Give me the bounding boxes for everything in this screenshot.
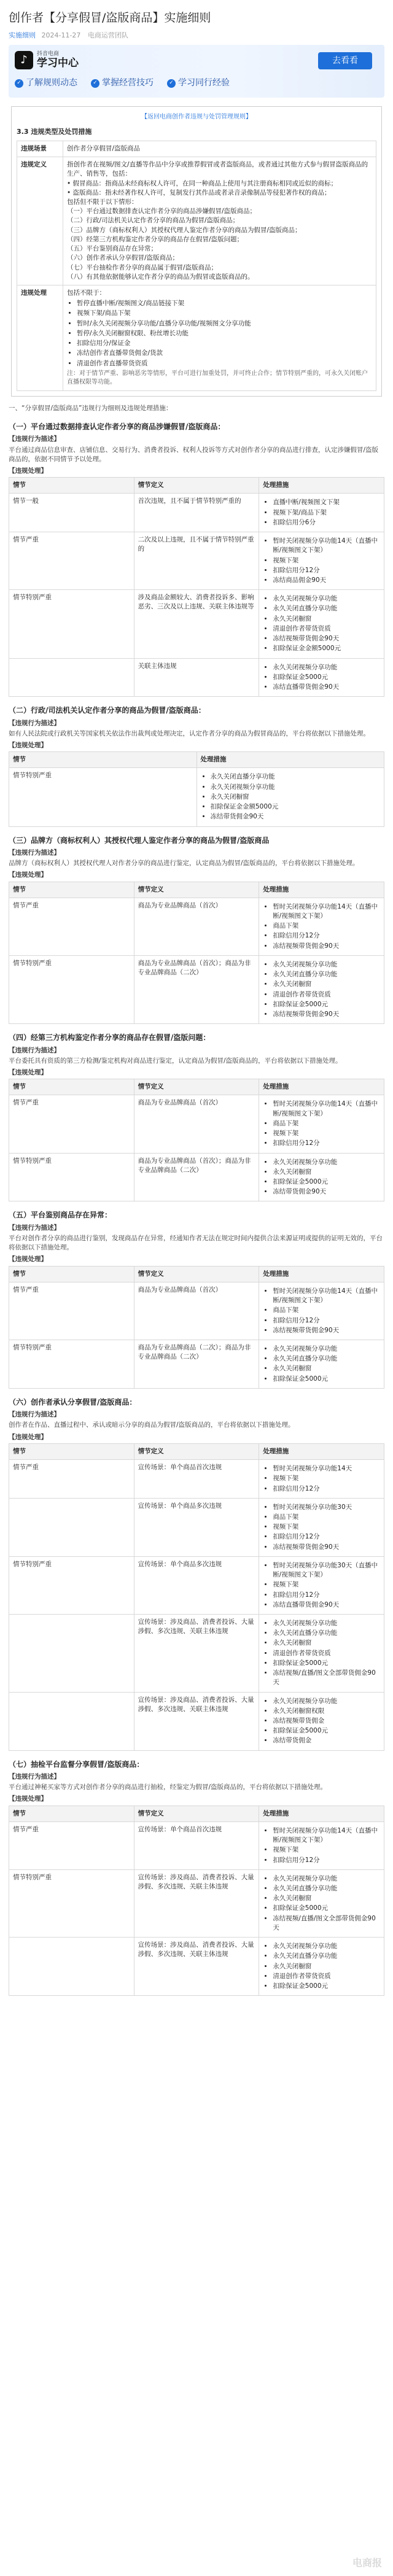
list-item: • 永久关闭直播分享功能 bbox=[273, 1629, 380, 1638]
logo-big-text: 学习中心 bbox=[37, 57, 79, 70]
definition-cell: 宣传场景：涉及商品、消费者投诉、大量涉假、多次违规、关联主体违规 bbox=[134, 1869, 259, 1937]
column-header: 情节定义 bbox=[134, 1443, 259, 1459]
list-item: • 视频下架/商品下架 bbox=[273, 508, 380, 518]
column-header: 情节 bbox=[9, 1079, 134, 1095]
penalty-table bbox=[9, 751, 384, 826]
measures-list bbox=[263, 1100, 380, 1148]
column-header: 情节定义 bbox=[134, 1266, 259, 1282]
measures-cell bbox=[259, 1282, 384, 1340]
row-label: 违规场景 bbox=[17, 141, 63, 157]
list-item: • 扣除保证金5000元 bbox=[273, 1375, 380, 1384]
list-item: • 永久关闭橱窗 bbox=[211, 793, 381, 802]
section-description: 创作者在作品、直播过程中、承认或暗示分享的商品为假冒/盗版商品的，平台将依据以下措施处理。 bbox=[9, 1421, 295, 1429]
list-item: • 扣除保证金5000元 bbox=[273, 1726, 380, 1736]
table-row bbox=[9, 590, 384, 658]
severity-cell bbox=[9, 1938, 134, 1996]
section-title: （一）平台通过数据排查认定作者分享的商品涉嫌假冒/盗版商品： bbox=[9, 422, 225, 431]
definition-cell: 宣传场景：涉及商品、消费者投诉、大量涉假、多次违规、关联主体违规 bbox=[134, 1692, 259, 1750]
logo-small-text: 抖音电商 bbox=[37, 51, 60, 58]
penalty-table bbox=[9, 1806, 384, 1996]
measures-cell bbox=[259, 494, 384, 532]
list-item: • 视频下架/商品下架 bbox=[77, 309, 372, 318]
measures-list bbox=[263, 594, 380, 653]
list-item: • 暂时关闭视频分享功能14天（直播中断/视频图文下架） bbox=[273, 1826, 380, 1845]
row-label: 违规处理 bbox=[17, 285, 63, 390]
list-item: • 永久关闭橱窗 bbox=[273, 1894, 380, 1903]
list-item: • 清退创作者带货资质 bbox=[273, 990, 380, 999]
column-header: 情节定义 bbox=[134, 1806, 259, 1821]
list-item: • 视频下架 bbox=[273, 1474, 380, 1483]
column-header: 处理措施 bbox=[259, 1806, 384, 1821]
penalty-table bbox=[9, 1079, 384, 1201]
table-row bbox=[9, 1498, 384, 1556]
list-item: • 商品下架 bbox=[273, 921, 380, 931]
table-header-row bbox=[9, 1443, 384, 1459]
table-row bbox=[9, 1821, 384, 1869]
severity-cell bbox=[9, 1692, 134, 1750]
section-subtitle: 【违规处理】 bbox=[9, 1255, 47, 1263]
severity-cell: 情节特别严重 bbox=[9, 1340, 134, 1389]
measures-list bbox=[263, 960, 380, 1019]
measures-list bbox=[263, 1697, 380, 1746]
definition-cell: 商品为专业品牌商品（首次）；商品为非专业品牌商品（二次） bbox=[134, 1153, 259, 1201]
definition-cell bbox=[63, 157, 376, 285]
list-item: • 永久关闭橱窗 bbox=[273, 1639, 380, 1648]
list-item: • 暂时关闭视频分享功能30天 bbox=[273, 1503, 380, 1512]
table-header-row bbox=[9, 478, 384, 494]
list-item: • 视频下架 bbox=[273, 1523, 380, 1532]
definition-cell: 商品为专业品牌商品（首次） bbox=[134, 898, 259, 955]
list-item: • 永久关闭视频分享功能 bbox=[273, 1874, 380, 1884]
list-item: • 商品下架 bbox=[273, 1306, 380, 1315]
section-description: 平台委托具有资质的第三方检测/鉴定机构对商品进行鉴定，认定商品为假冒/盗版商品的，平台将依据以下措施处理。 bbox=[9, 1057, 342, 1065]
section-title: （二）行政/司法机关认定作者分享的商品为假冒/盗版商品： bbox=[9, 706, 206, 715]
measures-list bbox=[263, 1942, 380, 1991]
list-item: • 视频下架 bbox=[273, 1845, 380, 1855]
measures-list bbox=[263, 1344, 380, 1384]
measures-cell bbox=[259, 1869, 384, 1937]
measures-cell bbox=[259, 898, 384, 955]
definition-line: 包括但不限于以下情形： bbox=[67, 198, 138, 206]
list-item: • 商品下架 bbox=[273, 1513, 380, 1522]
measures-list bbox=[263, 537, 380, 585]
measures-list bbox=[263, 902, 380, 951]
list-item: • 永久关闭直播分享功能 bbox=[273, 1884, 380, 1893]
section-subtitle: 【违规处理】 bbox=[9, 1069, 47, 1077]
list-item: • 扣除信用分12分 bbox=[273, 1591, 380, 1600]
measures-list bbox=[263, 1503, 380, 1552]
section-subtitle: 【违规处理】 bbox=[9, 871, 47, 879]
measures-list bbox=[263, 1287, 380, 1335]
section-subtitle: 【违规行为描述】 bbox=[9, 1046, 60, 1054]
severity-cell: 情节特别严重 bbox=[9, 1153, 134, 1201]
table-row bbox=[9, 1095, 384, 1153]
table-header-row bbox=[9, 1806, 384, 1821]
violation-sections bbox=[9, 422, 384, 1996]
category-tag[interactable]: 实施细则 bbox=[9, 31, 36, 39]
table-row bbox=[9, 1692, 384, 1750]
list-item: • 暂时关闭视频分享功能14天（直播中断/视频图文下架） bbox=[273, 537, 380, 555]
handling-note: 注：对于情节严重、影响恶劣等情形，平台可进行加重处罚，并可终止合作；情节特别严重的，可永久关闭账户直播权限等功能。 bbox=[67, 370, 368, 386]
measures-cell bbox=[259, 955, 384, 1023]
definition-line: （二）行政/司法机关认定作者分享的商品为假冒/盗版商品； bbox=[67, 217, 239, 225]
check-icon: ✓ bbox=[167, 79, 176, 88]
list-item: • 冻结视频带货佣金 bbox=[273, 1717, 380, 1726]
list-item: • 视频下架 bbox=[273, 1129, 380, 1138]
severity-cell bbox=[9, 1498, 134, 1556]
severity-cell: 情节严重 bbox=[9, 1821, 134, 1869]
column-header: 处理措施 bbox=[259, 1079, 384, 1095]
rule-document bbox=[11, 106, 382, 396]
list-item: • 清退创作者直播带货资质 bbox=[77, 359, 372, 368]
column-header: 处理措施 bbox=[259, 1443, 384, 1459]
section-subtitle: 【违规行为描述】 bbox=[9, 435, 60, 443]
measures-list bbox=[263, 1561, 380, 1610]
list-item: • 永久关闭橱窗 bbox=[273, 1962, 380, 1971]
list-item: • 暂时关闭视频分享功能14天（直播中断/视频图文下架） bbox=[273, 902, 380, 921]
list-item: • 冻结视频带货佣金90天 bbox=[273, 1543, 380, 1552]
list-item: • 暂时关闭视频分享功能14天（直播中断/视频图文下架） bbox=[273, 1100, 380, 1118]
publish-date: 2024-11-27 bbox=[41, 31, 81, 39]
measures-cell bbox=[259, 1821, 384, 1869]
list-item: • 暂停直播中断/视频图文/商品链接下架 bbox=[77, 299, 372, 308]
column-header: 情节定义 bbox=[134, 1079, 259, 1095]
severity-cell bbox=[9, 1614, 134, 1692]
section-description: 平台通过神秘买家等方式对创作者分享的商品进行抽检，经鉴定为假冒/盗版商品的，平台将依据以下措施处理。 bbox=[9, 1783, 327, 1791]
list-item: • 直播中断/视频图文下架 bbox=[273, 498, 380, 507]
column-header: 情节 bbox=[9, 1266, 134, 1282]
table-row bbox=[9, 768, 384, 826]
section-title: （四）经第三方机构鉴定作者分享的商品存在假冒/盗版问题： bbox=[9, 1033, 211, 1042]
table-header-row bbox=[9, 1079, 384, 1095]
column-header: 处理措施 bbox=[259, 882, 384, 898]
banner-point: 学习同行经验 bbox=[178, 78, 230, 88]
measures-list bbox=[263, 1619, 380, 1688]
definition-line: 指创作者在视频/图文/直播等作品中分享或推荐假冒或者盗版商品，或者通过其他方式参与假冒盗版商品的生产、销售等，包括： bbox=[67, 161, 368, 178]
list-item: • 扣除保证金5000元 bbox=[273, 1177, 380, 1187]
list-item: • 永久关闭直播分享功能 bbox=[273, 1354, 380, 1364]
definition-cell: 二次及以上违规，且不属于情节特别严重的 bbox=[134, 532, 259, 590]
definition-cell: 宣传场景：单个商品首次违规 bbox=[134, 1460, 259, 1499]
definition-cell: 宣传场景：涉及商品、消费者投诉、大量涉假、多次违规、关联主体违规 bbox=[134, 1938, 259, 1996]
table-row bbox=[9, 658, 384, 697]
table-row bbox=[9, 494, 384, 532]
severity-cell: 情节特别严重 bbox=[9, 590, 134, 658]
list-item: • 永久关闭视频分享功能 bbox=[273, 1158, 380, 1167]
definition-cell: 宣传场景：单个商品多次违规 bbox=[134, 1498, 259, 1556]
severity-cell: 情节特别严重 bbox=[9, 768, 197, 826]
return-rule-link[interactable]: 【返回电商创作者违规与处罚管理规则】 bbox=[141, 114, 252, 121]
column-header: 情节 bbox=[9, 1443, 134, 1459]
table-row bbox=[9, 1153, 384, 1201]
definition-line: • 盗版商品：指未经著作权人许可，复制发行其作品或者录音录像制品等侵犯著作权的商品； bbox=[67, 188, 331, 196]
table-row bbox=[9, 1614, 384, 1692]
measures-list bbox=[263, 1464, 380, 1494]
list-item: • 视频下架 bbox=[273, 556, 380, 565]
rules-intro: 一、“分享假冒/盗版商品”违规行为细则及违规处理措施： bbox=[9, 404, 173, 412]
table-header-row bbox=[9, 882, 384, 898]
check-icon: ✓ bbox=[15, 79, 23, 88]
column-header: 处理措施 bbox=[196, 752, 384, 768]
measures-list bbox=[263, 1826, 380, 1865]
severity-cell: 情节一般 bbox=[9, 494, 134, 532]
severity-cell: 情节严重 bbox=[9, 1095, 134, 1153]
measures-cell bbox=[259, 1614, 384, 1692]
list-item: • 暂停/永久关闭橱窗权限、粉丝增长功能 bbox=[77, 329, 372, 338]
list-item: • 冻结视频带货佣金90天 bbox=[273, 1010, 380, 1019]
list-item: • 暂时关闭视频分享功能30天（直播中断/视频图文下架） bbox=[273, 1561, 380, 1580]
page-title: 创作者【分享假冒/盗版商品】实施细则 bbox=[9, 11, 211, 25]
tiktok-logo-icon: ♪ bbox=[15, 51, 33, 69]
measures-cell bbox=[259, 658, 384, 697]
list-item: • 冻结带货佣金 bbox=[273, 1736, 380, 1745]
column-header: 情节 bbox=[9, 1806, 134, 1821]
list-item: • 永久关闭直播分享功能 bbox=[211, 772, 381, 782]
banner-point: 了解规则动态 bbox=[26, 78, 77, 88]
watermark: 电商报 bbox=[352, 2556, 382, 2569]
table-row bbox=[9, 532, 384, 590]
definition-line: （一）平台通过数据排查认定作者分享的商品涉嫌假冒/盗版商品； bbox=[67, 208, 257, 215]
banner-point: 掌握经营技巧 bbox=[102, 78, 154, 88]
list-item: • 冻结视频带货佣金90天 bbox=[273, 1326, 380, 1335]
definition-line: • 假冒商品：指商品未经商标权人许可，在同一种商品上使用与其注册商标相同或近似的商标； bbox=[67, 179, 338, 187]
table-row bbox=[9, 1282, 384, 1340]
definition-cell: 宣传场景：涉及商品、消费者投诉、大量涉假、多次违规、关联主体违规 bbox=[134, 1614, 259, 1692]
measures-list bbox=[263, 1158, 380, 1197]
measures-cell bbox=[259, 1460, 384, 1499]
section-subtitle: 【违规处理】 bbox=[9, 1433, 47, 1441]
column-header: 情节定义 bbox=[134, 882, 259, 898]
list-item: • 暂时/永久关闭视频分享功能/直播分享功能/视频图文分享功能 bbox=[77, 319, 372, 328]
severity-cell: 情节严重 bbox=[9, 1282, 134, 1340]
section-subtitle: 【违规行为描述】 bbox=[9, 1773, 60, 1780]
section-subtitle: 【违规行为描述】 bbox=[9, 1411, 60, 1419]
list-item: • 扣除信用分12分 bbox=[273, 931, 380, 941]
list-item: • 扣除保证金金额5000元 bbox=[211, 802, 381, 812]
section-subtitle: 【违规处理】 bbox=[9, 741, 47, 749]
section-subtitle: 【违规行为描述】 bbox=[9, 719, 60, 727]
definition-cell: 商品为专业品牌商品（首次）；商品为非专业品牌商品（二次） bbox=[134, 955, 259, 1023]
measures-cell bbox=[259, 1938, 384, 1996]
list-item: • 扣除保证金金额5000元 bbox=[273, 644, 380, 653]
section-subtitle: 【违规处理】 bbox=[9, 1795, 47, 1803]
section-title: （三）品牌方（商标权利人）其授权代理人鉴定作者分享的商品为假冒/盗版商品 bbox=[9, 836, 270, 845]
list-item: • 冻结直播带货佣金90天 bbox=[273, 1600, 380, 1610]
measures-cell bbox=[259, 1095, 384, 1153]
definition-cell: 商品为专业品牌商品（首次） bbox=[134, 1095, 259, 1153]
severity-cell: 情节特别严重 bbox=[9, 1869, 134, 1937]
list-item: • 冻结视频/直播/图文全部带货佣金90天 bbox=[273, 1669, 380, 1687]
list-item: • 永久关闭橱窗 bbox=[273, 1168, 380, 1177]
list-item: • 永久关闭直播分享功能 bbox=[273, 604, 380, 613]
severity-cell: 情节特别严重 bbox=[9, 955, 134, 1023]
rule-definition-table bbox=[17, 141, 376, 391]
list-item: • 冻结商品佣金90天 bbox=[273, 576, 380, 585]
list-item: • 扣除信用分12分 bbox=[273, 1316, 380, 1325]
list-item: • 永久关闭橱窗 bbox=[273, 1364, 380, 1373]
table-row bbox=[9, 898, 384, 955]
list-item: • 扣除保证金5000元 bbox=[273, 1659, 380, 1668]
table-header-row bbox=[9, 1266, 384, 1282]
measures-cell bbox=[259, 1556, 384, 1614]
handling-cell bbox=[63, 285, 376, 390]
table-row bbox=[9, 1556, 384, 1614]
measures-cell bbox=[259, 1692, 384, 1750]
definition-cell: 宣传场景：单个商品多次违规 bbox=[134, 1556, 259, 1614]
list-item: • 扣除信用分6分 bbox=[273, 518, 380, 527]
author: 电商运营团队 bbox=[87, 31, 128, 39]
list-item: • 永久关闭视频分享功能 bbox=[273, 594, 380, 603]
section-description: 平台对创作者分享的商品进行鉴别，发现商品存在异常，经通知作者无法在规定时间内提供合法来源证明或提供的证明无效的，平台将依据以下措施处理。 bbox=[9, 1235, 383, 1252]
measures-list bbox=[263, 1874, 380, 1933]
measures-list bbox=[263, 498, 380, 527]
table-row bbox=[17, 141, 376, 157]
go-see-button[interactable]: 去看看 bbox=[318, 52, 372, 69]
list-item: • 扣除信用分12分 bbox=[273, 1139, 380, 1148]
list-item: • 永久关闭橱窗权限 bbox=[273, 1707, 380, 1716]
section-heading: 3.3 违规类型及处罚措施 bbox=[17, 127, 92, 136]
definition-line: （四）经第三方机构鉴定作者分享的商品存在假冒/盗版问题； bbox=[67, 235, 244, 243]
list-item: • 冻结视频/直播/图文全部带货佣金90天 bbox=[273, 1914, 380, 1933]
measures-list bbox=[201, 772, 381, 821]
severity-cell: 情节严重 bbox=[9, 898, 134, 955]
section-subtitle: 【违规行为描述】 bbox=[9, 1224, 60, 1232]
list-item: • 清退创作者带货资质 bbox=[273, 624, 380, 634]
section-subtitle: 【违规处理】 bbox=[9, 467, 47, 475]
list-item: • 清退创作者带货资质 bbox=[273, 1972, 380, 1981]
definition-cell: 首次违规，且不属于情节特别严重的 bbox=[134, 494, 259, 532]
table-row bbox=[17, 157, 376, 285]
table-row bbox=[9, 955, 384, 1023]
table-row bbox=[9, 1340, 384, 1389]
definition-cell: 宣传场景：单个商品首次违规 bbox=[134, 1821, 259, 1869]
list-item: • 扣除保证金5000元 bbox=[273, 1904, 380, 1913]
table-header-row bbox=[9, 752, 384, 768]
measures-cell bbox=[259, 1340, 384, 1389]
row-label: 违规定义 bbox=[17, 157, 63, 285]
list-item: • 永久关闭视频分享功能 bbox=[273, 960, 380, 969]
learning-center-banner[interactable] bbox=[9, 45, 384, 98]
penalty-table bbox=[9, 477, 384, 697]
list-item: • 商品下架 bbox=[273, 1119, 380, 1128]
list-item: • 冻结带货佣金90天 bbox=[273, 1187, 380, 1197]
definition-line: （八）有其他依据能够认定作者分享的商品为假冒或盗版商品的。 bbox=[67, 273, 254, 281]
list-item: • 永久关闭视频分享功能 bbox=[273, 1942, 380, 1951]
list-item: • 永久关闭橱窗 bbox=[273, 980, 380, 989]
severity-cell: 情节特别严重 bbox=[9, 1556, 134, 1614]
measures-cell bbox=[259, 1153, 384, 1201]
list-item: • 扣除保证金5000元 bbox=[273, 1982, 380, 1991]
list-item: • 永久关闭直播分享功能 bbox=[273, 1952, 380, 1961]
table-row bbox=[9, 1869, 384, 1937]
table-row bbox=[9, 1460, 384, 1499]
penalty-table bbox=[9, 1266, 384, 1389]
column-header: 情节 bbox=[9, 882, 134, 898]
table-row bbox=[9, 1938, 384, 1996]
list-item: • 永久关闭视频分享功能 bbox=[273, 1344, 380, 1354]
column-header: 情节 bbox=[9, 752, 197, 768]
severity-cell: 情节严重 bbox=[9, 1460, 134, 1499]
measures-cell bbox=[259, 1498, 384, 1556]
definition-cell: 商品为专业品牌商品（二次）；商品为非专业品牌商品（二次） bbox=[134, 1340, 259, 1389]
section-title: （七）抽检平台监督分享假冒/盗版商品： bbox=[9, 1759, 144, 1769]
severity-cell: 情节严重 bbox=[9, 532, 134, 590]
list-item: • 暂时关闭视频分享功能14天 bbox=[273, 1464, 380, 1473]
definition-line: （五）平台鉴别商品存在异常； bbox=[67, 245, 157, 253]
list-item: • 冻结视频带货佣金90天 bbox=[273, 942, 380, 951]
list-item: • 冻结视频带货佣金90天 bbox=[273, 634, 380, 643]
section-subtitle: 【违规行为描述】 bbox=[9, 848, 60, 856]
list-item: • 永久关闭视频分享功能 bbox=[273, 663, 380, 672]
list-item: • 冻结创作者直播带货佣金/货款 bbox=[77, 349, 372, 358]
list-item: • 视频下架 bbox=[273, 1580, 380, 1589]
list-item: • 扣除信用分/保证金 bbox=[77, 339, 372, 348]
row-text: 创作者分享假冒/盗版商品 bbox=[63, 141, 376, 157]
table-row bbox=[17, 285, 376, 390]
banner-points bbox=[15, 77, 230, 89]
list-item: • 扣除保证金5000元 bbox=[273, 673, 380, 682]
section-description: 品牌方（商标权利人）其授权代理人对作者分享的商品进行鉴定，认定商品为假冒/盗版商品的，平台将依据以下措施处理。 bbox=[9, 859, 359, 867]
section-description: 如有人民法院或行政机关等国家机关依法作出裁判或处理决定，认定作者分享的商品为假冒商品的，平台将依据以下措施处理。 bbox=[9, 729, 370, 737]
list-item: • 永久关闭橱窗 bbox=[273, 615, 380, 624]
list-item: • 永久关闭直播分享功能 bbox=[273, 970, 380, 979]
list-item: • 扣除信用分12分 bbox=[273, 1532, 380, 1542]
section-title: （五）平台鉴别商品存在异常： bbox=[9, 1211, 112, 1220]
measures-cell bbox=[196, 768, 384, 826]
list-item: • 扣除信用分12分 bbox=[273, 566, 380, 575]
penalty-table bbox=[9, 882, 384, 1025]
column-header: 情节定义 bbox=[134, 478, 259, 494]
definition-cell: 商品为专业品牌商品（首次） bbox=[134, 1282, 259, 1340]
definition-cell: 涉及商品金额较大、消费者投诉多、影响恶劣、三次及以上违规、关联主体违规等 bbox=[134, 590, 259, 658]
definition-line: （三）品牌方（商标权利人）其授权代理人鉴定作者分享的商品为假冒/盗版商品； bbox=[67, 226, 302, 234]
list-item: • 扣除信用分12分 bbox=[273, 1856, 380, 1865]
measures-cell bbox=[259, 532, 384, 590]
logo bbox=[15, 51, 79, 69]
list-item: • 扣除保证金5000元 bbox=[273, 1000, 380, 1009]
handling-intro: 包括不限于： bbox=[67, 289, 106, 297]
list-item: • 永久关闭视频分享功能 bbox=[273, 1619, 380, 1628]
column-header: 处理措施 bbox=[259, 478, 384, 494]
list-item: • 清退创作者带货资质 bbox=[273, 1649, 380, 1658]
list-item: • 暂时关闭视频分享功能14天（直播中断/视频图文下架） bbox=[273, 1287, 380, 1305]
check-icon: ✓ bbox=[91, 79, 99, 88]
definition-line: （七）平台抽检作者分享的商品属于假冒/盗版商品； bbox=[67, 263, 218, 271]
measures-list bbox=[263, 663, 380, 692]
list-item: • 永久关闭视频分享功能 bbox=[273, 1697, 380, 1706]
list-item: • 冻结带货佣金90天 bbox=[211, 812, 381, 821]
list-item: • 扣除信用分12分 bbox=[273, 1484, 380, 1494]
definition-line: （六）创作者承认分享假冒/盗版商品； bbox=[67, 254, 179, 262]
article-meta bbox=[9, 31, 384, 41]
list-item: • 永久关闭视频分享功能 bbox=[211, 783, 381, 792]
section-description: 平台通过商品信息审查、店铺信息、交易行为、消费者投诉、权利人投诉等方式对创作者分享的商品进行排查，认定涉嫌假冒/盗版商品的，依据不同情节予以处理。 bbox=[9, 446, 379, 463]
severity-cell bbox=[9, 658, 134, 697]
measures-cell bbox=[259, 590, 384, 658]
penalty-table bbox=[9, 1443, 384, 1751]
definition-cell: 关联主体违规 bbox=[134, 658, 259, 697]
handling-list bbox=[67, 299, 372, 368]
column-header: 处理措施 bbox=[259, 1266, 384, 1282]
column-header: 情节 bbox=[9, 478, 134, 494]
list-item: • 冻结直播带货佣金90天 bbox=[273, 683, 380, 692]
section-title: （六）创作者承认分享假冒/盗版商品： bbox=[9, 1397, 137, 1406]
